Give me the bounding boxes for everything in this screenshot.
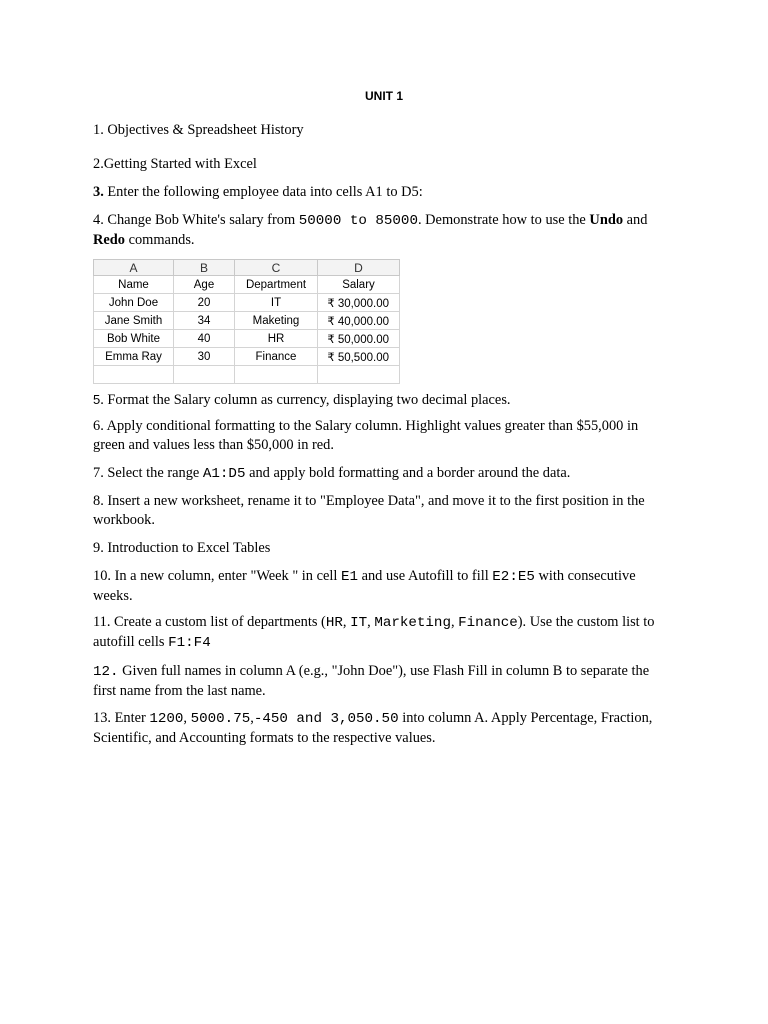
table-row xyxy=(94,312,400,330)
item-11-code-it: IT xyxy=(350,615,368,631)
table-row xyxy=(94,348,400,366)
item-11-code-marketing: Marketing xyxy=(374,615,451,631)
department-cell: IT xyxy=(235,294,318,312)
column-letter: A xyxy=(94,260,174,276)
item-11-code-hr: HR xyxy=(325,615,343,631)
name-cell: John Doe xyxy=(94,294,174,312)
redo-label: Redo xyxy=(93,232,125,248)
item-11-separator: , xyxy=(450,614,459,630)
item-5-text: . Format the Salary column as currency, displaying two decimal places. xyxy=(100,392,511,408)
item-11-separator: , xyxy=(342,614,351,630)
item-4-text-c: and xyxy=(623,212,648,228)
item-13-text-b: into column A. Apply Percentage, Fraction, Scientific, and Accounting formats to the respective values. xyxy=(93,710,653,746)
item-10-number: 10 xyxy=(93,568,108,584)
name-cell: Emma Ray xyxy=(94,348,174,366)
table-row xyxy=(94,366,400,384)
employee-table xyxy=(93,259,400,384)
item-12-number: 12. xyxy=(93,664,119,680)
item-13 xyxy=(93,709,673,748)
item-7-text-a: 7. Select the range xyxy=(93,465,203,481)
item-10-code-cell: E1 xyxy=(340,569,358,585)
item-10-code-range: E2:E5 xyxy=(492,569,535,585)
item-13-text-a: 13. Enter xyxy=(93,710,150,726)
item-13-value-3: -450 and 3,050.50 xyxy=(253,711,399,727)
item-12 xyxy=(93,662,673,701)
name-cell: Jane Smith xyxy=(94,312,174,330)
column-header-row xyxy=(94,260,400,276)
item-10-text-b: and use Autofill to fill xyxy=(357,568,493,584)
item-11 xyxy=(93,613,673,653)
item-5-number: 5 xyxy=(93,392,101,407)
item-4-text-a: 4. Change Bob White's salary from xyxy=(93,212,299,228)
item-11-separator: , xyxy=(367,614,375,630)
table-header-row xyxy=(94,276,400,294)
salary-cell: ₹ 50,000.00 xyxy=(318,330,400,348)
item-1: 1. Objectives & Spreadsheet History xyxy=(93,122,304,138)
item-13-value-2: 5000.75 xyxy=(190,711,251,727)
header-cell: Salary xyxy=(318,276,400,294)
item-10-text-a: . In a new column, enter "Week " in cell xyxy=(107,568,341,584)
column-letter: C xyxy=(235,260,318,276)
header-cell: Name xyxy=(94,276,174,294)
employee-spreadsheet xyxy=(93,259,399,380)
column-letter: D xyxy=(318,260,400,276)
age-cell: 40 xyxy=(174,330,235,348)
item-4 xyxy=(93,211,673,250)
department-cell: Maketing xyxy=(235,312,318,330)
age-cell: 30 xyxy=(174,348,235,366)
table-row xyxy=(94,330,400,348)
age-cell: 20 xyxy=(174,294,235,312)
item-8: 8. Insert a new worksheet, rename it to "Employee Data", and move it to the first position in the workbook. xyxy=(93,493,645,528)
item-11-code-range: F1:F4 xyxy=(168,635,211,651)
item-2: 2.Getting Started with Excel xyxy=(93,156,257,172)
item-9: 9. Introduction to Excel Tables xyxy=(93,540,271,556)
salary-cell: ₹ 50,500.00 xyxy=(318,348,400,366)
item-13-separator: , xyxy=(250,710,254,726)
item-4-text-d: commands. xyxy=(124,232,195,248)
department-cell: HR xyxy=(235,330,318,348)
empty-cell xyxy=(174,366,235,384)
item-4-code: 50000 to 85000 xyxy=(298,213,418,229)
item-10 xyxy=(93,567,673,606)
name-cell: Bob White xyxy=(94,330,174,348)
empty-cell xyxy=(318,366,400,384)
item-10-text-c: with consecutive weeks. xyxy=(93,568,636,604)
empty-cell xyxy=(235,366,318,384)
item-12-text: Given full names in column A (e.g., "John Doe"), use Flash Fill in column B to separate the first name from the last name. xyxy=(93,663,650,699)
item-5 xyxy=(93,390,673,410)
page-title xyxy=(0,89,768,103)
salary-cell: ₹ 40,000.00 xyxy=(318,312,400,330)
item-13-separator: , xyxy=(183,710,191,726)
item-3-text: Enter the following employee data into cells A1 to D5: xyxy=(103,184,423,200)
column-letter: B xyxy=(174,260,235,276)
department-cell: Finance xyxy=(235,348,318,366)
item-7-text-b: and apply bold formatting and a border around the data. xyxy=(245,465,571,481)
header-cell: Department xyxy=(235,276,318,294)
item-3-number: 3. xyxy=(93,184,104,200)
item-7 xyxy=(93,464,673,484)
item-3 xyxy=(93,183,673,202)
unit-title: UNIT 1 xyxy=(364,89,403,103)
item-11-text-a: 11. Create a custom list of departments ( xyxy=(93,614,326,630)
empty-cell xyxy=(94,366,174,384)
salary-cell: ₹ 30,000.00 xyxy=(318,294,400,312)
item-6: 6. Apply conditional formatting to the Salary column. Highlight values greater than $55,000 in green and values less than $50,000 in red. xyxy=(93,418,639,453)
age-cell: 34 xyxy=(174,312,235,330)
item-13-value-1: 1200 xyxy=(149,711,184,727)
item-7-code: A1:D5 xyxy=(202,466,246,482)
undo-label: Undo xyxy=(589,212,624,228)
item-4-text-b: . Demonstrate how to use the xyxy=(417,212,590,228)
item-11-code-finance: Finance xyxy=(458,615,518,631)
header-cell: Age xyxy=(174,276,235,294)
item-11-text-b: ). Use the custom list to autofill cells xyxy=(93,614,655,650)
table-row xyxy=(94,294,400,312)
